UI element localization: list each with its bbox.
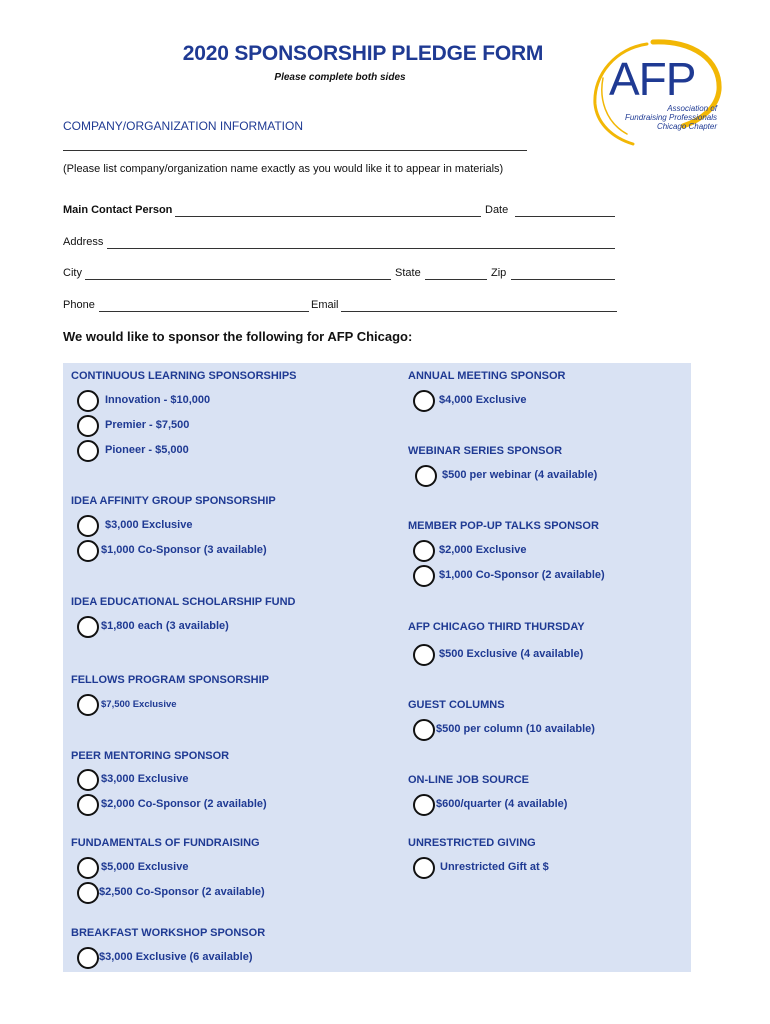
radio-circle[interactable] [77, 694, 99, 716]
contact-label: Main Contact Person [63, 204, 173, 216]
state-field[interactable] [425, 267, 487, 280]
option-label: Pioneer - $5,000 [105, 444, 189, 456]
sponsor-prompt: We would like to sponsor the following for AFP Chicago: [63, 329, 413, 344]
city-row [63, 267, 619, 281]
option-label: $7,500 Exclusive [101, 699, 177, 710]
state-label: State [395, 267, 421, 279]
radio-circle[interactable] [413, 857, 435, 879]
option-label: $1,000 Co-Sponsor (3 available) [101, 544, 267, 556]
form-subtitle: Please complete both sides [274, 72, 406, 83]
option-label: Premier - $7,500 [105, 419, 190, 431]
radio-circle[interactable] [77, 515, 99, 537]
radio-circle[interactable] [77, 540, 99, 562]
fundamentals-heading: FUNDAMENTALS OF FUNDRAISING [71, 837, 260, 849]
radio-circle[interactable] [77, 882, 99, 904]
address-label: Address [63, 236, 104, 248]
radio-circle[interactable] [77, 440, 99, 462]
option-label: $500 per webinar (4 available) [442, 469, 598, 481]
radio-circle[interactable] [77, 857, 99, 879]
form-title: 2020 SPONSORSHIP PLEDGE FORM [182, 42, 544, 65]
option-label: $3,000 Exclusive (6 available) [99, 951, 253, 963]
company-name-note: (Please list company/organization name exactly as you would like it to appear in materials) [63, 163, 504, 175]
date-field[interactable] [515, 204, 615, 217]
radio-circle[interactable] [413, 794, 435, 816]
option-label: $2,000 Exclusive [439, 544, 527, 556]
idea-scholarship-heading: IDEA EDUCATIONAL SCHOLARSHIP FUND [71, 596, 296, 608]
option-label: $500 per column (10 available) [436, 723, 595, 735]
zip-field[interactable] [511, 267, 615, 280]
contact-field[interactable] [175, 204, 481, 217]
contact-row [63, 204, 619, 218]
address-row [63, 236, 619, 250]
email-label: Email [311, 299, 339, 311]
continuous-learning-heading: CONTINUOUS LEARNING SPONSORSHIPS [71, 370, 297, 382]
radio-circle[interactable] [413, 644, 435, 666]
address-field[interactable] [107, 236, 615, 249]
guest-columns-heading: GUEST COLUMNS [408, 699, 505, 711]
option-label: $5,000 Exclusive [101, 861, 189, 873]
online-job-heading: ON-LINE JOB SOURCE [408, 774, 530, 786]
logo-line-3: Chicago Chapter [656, 122, 717, 131]
option-label: $1,800 each (3 available) [101, 620, 229, 632]
radio-circle[interactable] [77, 390, 99, 412]
logo-subtext [613, 104, 717, 131]
annual-meeting-heading: ANNUAL MEETING SPONSOR [408, 370, 566, 382]
breakfast-heading: BREAKFAST WORKSHOP SPONSOR [71, 927, 266, 939]
option-label: $500 Exclusive (4 available) [439, 648, 584, 660]
phone-label: Phone [63, 299, 95, 311]
zip-label: Zip [491, 267, 507, 279]
peer-mentoring-heading: PEER MENTORING SPONSOR [71, 750, 230, 762]
phone-row [63, 299, 619, 313]
idea-affinity-heading: IDEA AFFINITY GROUP SPONSORSHIP [71, 495, 276, 507]
third-thursday-heading: AFP CHICAGO THIRD THURSDAY [408, 621, 585, 633]
option-label: $1,000 Co-Sponsor (2 available) [439, 569, 605, 581]
date-label: Date [485, 204, 509, 216]
afp-logo [583, 38, 723, 150]
popup-talks-heading: MEMBER POP-UP TALKS SPONSOR [408, 520, 599, 532]
phone-field[interactable] [99, 299, 309, 312]
option-label: $600/quarter (4 available) [436, 798, 568, 810]
radio-circle[interactable] [77, 616, 99, 638]
company-heading: COMPANY/ORGANIZATION INFORMATION [63, 119, 303, 133]
webinar-heading: WEBINAR SERIES SPONSOR [408, 445, 563, 457]
option-label: $4,000 Exclusive [439, 394, 527, 406]
option-label: $3,000 Exclusive [101, 773, 189, 785]
option-label: $2,500 Co-Sponsor (2 available) [99, 886, 265, 898]
company-name-line[interactable] [63, 150, 527, 151]
radio-circle[interactable] [415, 465, 437, 487]
email-field[interactable] [341, 299, 617, 312]
option-label: $2,000 Co-Sponsor (2 available) [101, 798, 267, 810]
radio-circle[interactable] [413, 540, 435, 562]
logo-line-2: Fundraising Professionals [624, 113, 717, 122]
radio-circle[interactable] [77, 415, 99, 437]
radio-circle[interactable] [77, 794, 99, 816]
option-label: Unrestricted Gift at $ [440, 861, 549, 873]
sponsorship-options-panel [63, 363, 691, 972]
city-field[interactable] [85, 267, 391, 280]
radio-circle[interactable] [77, 769, 99, 791]
city-label: City [63, 267, 82, 279]
radio-circle[interactable] [413, 565, 435, 587]
radio-circle[interactable] [413, 390, 435, 412]
fellows-heading: FELLOWS PROGRAM SPONSORSHIP [71, 674, 270, 686]
radio-circle[interactable] [413, 719, 435, 741]
option-label: Innovation - $10,000 [105, 394, 211, 406]
logo-mark: AFP [609, 53, 696, 105]
logo-line-1: Association of [667, 104, 717, 113]
option-label: $3,000 Exclusive [105, 519, 193, 531]
radio-circle[interactable] [77, 947, 99, 969]
unrestricted-heading: UNRESTRICTED GIVING [408, 837, 536, 849]
